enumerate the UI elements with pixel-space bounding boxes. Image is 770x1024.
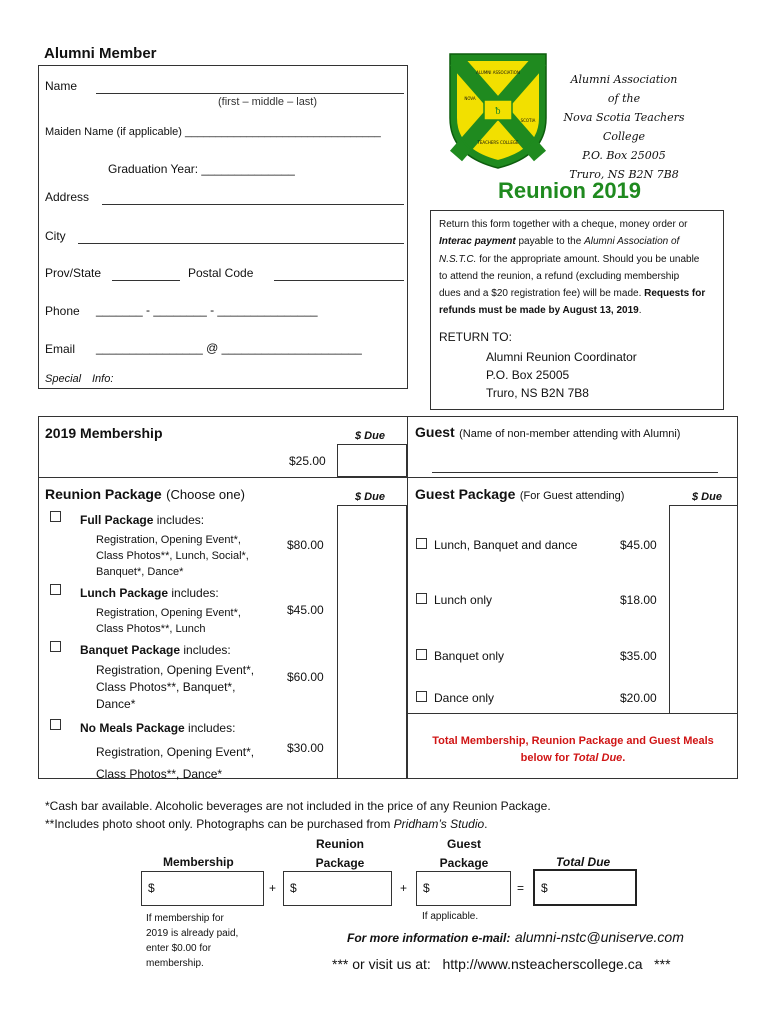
full-package-inc: includes: (153, 513, 205, 527)
banquet-package-title: Banquet Package (80, 643, 181, 657)
plus-sign-2: + (400, 881, 408, 895)
guest-option-3-label: Banquet only (434, 649, 505, 663)
total-note-line-1: Total Membership, Reunion Package and Guest Meals (432, 735, 714, 747)
name-hint: (first – middle – last) (218, 96, 318, 108)
assoc-line-3: Nova Scotia Teachers College (563, 111, 685, 143)
guest-package-sub: (For Guest attending) (519, 490, 625, 502)
nomeal-package-checkbox[interactable] (50, 719, 61, 730)
reunion-instructions (439, 216, 721, 320)
lunch-desc-2: Class Photos**, Lunch (96, 623, 206, 635)
address-field[interactable] (102, 204, 404, 205)
total-membership-input[interactable] (141, 871, 264, 906)
city-label: City (45, 229, 66, 243)
banquet-package-checkbox[interactable] (50, 641, 61, 652)
email-label: Email (45, 342, 76, 356)
total-note-period: . (622, 752, 626, 764)
guest-option-1-label: Lunch, Banquet and dance (434, 538, 578, 552)
plus-sign-1: + (269, 881, 277, 895)
guest-option-4-label: Dance only (434, 691, 495, 705)
nomeal-package-price: $30.00 (287, 741, 324, 755)
table-divider (407, 416, 408, 779)
special-label: Special (45, 373, 82, 385)
name-field[interactable] (96, 93, 404, 94)
reunion-package-sub: (Choose one) (166, 487, 245, 502)
total-note-total-due: Total Due (572, 752, 623, 764)
nomeal-package-inc: includes: (184, 721, 236, 735)
total-guest-dollar: $ (423, 881, 430, 895)
full-package-title: Full Package (80, 513, 154, 527)
contact-email-address[interactable]: alumni-nstc@uniserve.com (514, 929, 684, 945)
contact-web-line (332, 956, 671, 972)
banquet-package-label (80, 643, 231, 657)
note-studio: Pridham’s Studio (393, 817, 485, 831)
prov-label: Prov/State (45, 266, 102, 280)
city-field[interactable] (78, 243, 404, 244)
guest-due-label: $ Due (692, 491, 722, 503)
instr-line-3 (439, 251, 721, 268)
banquet-package-price: $60.00 (287, 670, 324, 684)
prov-field[interactable] (112, 280, 180, 281)
instr-payable: payable to the (515, 236, 585, 248)
guest-option-2-label: Lunch only (434, 593, 493, 607)
guest-option-2-price: $18.00 (620, 593, 657, 607)
full-desc-2: Class Photos**, Lunch, Social*, (96, 550, 249, 562)
banquet-desc-1: Registration, Opening Event*, (96, 663, 255, 677)
full-desc-3: Banquet*, Dance* (96, 566, 184, 578)
lunch-package-price: $45.00 (287, 603, 324, 617)
guest-package-title: Guest Package (415, 486, 516, 502)
total-due-dollar: $ (541, 881, 548, 895)
totals-reunion-h2: Package (315, 856, 365, 870)
contact-web-suffix: *** (654, 956, 671, 972)
phone-label: Phone (45, 304, 80, 318)
guest-name-field[interactable] (432, 472, 718, 473)
mem-note-1: If membership for (146, 913, 224, 924)
guest-option-4-price: $20.00 (620, 691, 657, 705)
guest-subtitle: (Name of non-member attending with Alumni) (459, 428, 681, 440)
instr-dues: dues and a $20 registration fee) will be made. (439, 288, 645, 300)
lunch-package-checkbox[interactable] (50, 584, 61, 595)
membership-paid-note (146, 911, 238, 971)
logo-right-text: SCOTIA (520, 118, 536, 123)
full-package-price: $80.00 (287, 538, 324, 552)
total-guest-input[interactable] (416, 871, 511, 906)
email-field[interactable]: ________________ @ _____________________ (96, 341, 362, 355)
instr-line-5 (439, 285, 721, 302)
guest-due-column[interactable] (669, 505, 738, 714)
lunch-package-title: Lunch Package (80, 586, 169, 600)
guest-option-1-price: $45.00 (620, 538, 657, 552)
alumni-member-title: Alumni Member (44, 45, 157, 62)
full-package-checkbox[interactable] (50, 511, 61, 522)
assoc-line-2: of the (607, 92, 641, 105)
totals-guest-h2: Package (439, 856, 489, 870)
total-note-line-2 (408, 750, 738, 767)
guest-option-2-checkbox[interactable] (416, 593, 427, 604)
lunch-package-inc: includes: (168, 586, 219, 600)
membership-price: $25.00 (289, 454, 326, 468)
logo-top-text: ALUMNI ASSOCIATION (476, 70, 520, 75)
if-applicable-note: If applicable. (422, 911, 479, 922)
assoc-line-5: Truro, NS B2N 7B8 (569, 168, 679, 181)
note-photos-text: **Includes photo shoot only. Photographs can be purchased from (45, 817, 394, 831)
postal-code-field[interactable] (274, 280, 404, 281)
membership-due-label: $ Due (355, 430, 385, 442)
total-due-input[interactable] (533, 869, 637, 906)
note-photos (45, 817, 488, 831)
assoc-line-1: Alumni Association (570, 73, 678, 86)
svg-text:ᵬ: ᵬ (495, 106, 501, 117)
return-addr-2: P.O. Box 25005 (486, 368, 570, 382)
contact-email-line (347, 929, 684, 947)
instr-line-4: to attend the reunion, a refund (excluding membership (439, 270, 680, 282)
nomeal-package-title: No Meals Package (80, 721, 185, 735)
logo-left-text: NOVA (464, 96, 476, 101)
instr-requests: Requests for (644, 288, 706, 300)
college-logo (446, 48, 550, 170)
return-addr-1: Alumni Reunion Coordinator (486, 350, 637, 364)
totals-total-due-header: Total Due (556, 855, 611, 869)
phone-field[interactable]: _______ - ________ - _______________ (96, 303, 318, 317)
totals-reunion-header (300, 835, 380, 873)
total-note-below: below for (520, 752, 573, 764)
nomeal-desc-1: Registration, Opening Event*, (96, 745, 255, 759)
total-reunion-input[interactable] (283, 871, 392, 906)
guest-package-heading (415, 486, 624, 504)
logo-bottom-text: TEACHERS COLLEGE (477, 140, 519, 145)
membership-bottom-rule (38, 477, 408, 478)
reunion-due-label: $ Due (355, 491, 385, 503)
totals-guest-h1: Guest (446, 837, 481, 851)
maiden-name-label[interactable]: Maiden Name (if applicable) ________________________________ (45, 126, 381, 138)
nomeal-package-desc (96, 741, 254, 785)
mem-note-4: membership. (146, 958, 204, 969)
reunion-due-column[interactable] (337, 505, 407, 779)
guest-title: Guest (415, 424, 455, 440)
postal-code-label: Postal Code (188, 266, 254, 280)
association-address (556, 70, 692, 184)
return-address (486, 348, 637, 402)
instr-period: . (638, 305, 642, 317)
nomeal-package-label (80, 721, 235, 735)
contact-email-label: For more information e-mail: (347, 931, 511, 945)
instr-amount: for the appropriate amount. Should you be unable (476, 253, 700, 265)
guest-option-3-checkbox[interactable] (416, 649, 427, 660)
full-package-desc (96, 532, 249, 580)
total-membership-dollar: $ (148, 881, 155, 895)
equals-sign: = (517, 881, 525, 895)
reunion-package-heading (45, 486, 245, 504)
guest-option-4-checkbox[interactable] (416, 691, 427, 702)
assoc-line-4: P.O. Box 25005 (582, 149, 666, 162)
lunch-package-desc (96, 605, 241, 637)
return-addr-3: Truro, NS B2N 7B8 (486, 386, 589, 400)
banquet-desc-2: Class Photos**, Banquet*, (96, 680, 236, 694)
full-package-label (80, 513, 204, 527)
name-label: Name (45, 79, 78, 93)
total-reunion-dollar: $ (290, 881, 297, 895)
contact-website-link[interactable]: http://www.nsteacherscollege.ca (442, 956, 643, 972)
guest-option-1-checkbox[interactable] (416, 538, 427, 549)
nomeal-desc-2: Class Photos**, Dance* (96, 767, 223, 781)
graduation-year-label[interactable]: Graduation Year: ______________ (108, 162, 295, 176)
totals-guest-header (424, 835, 504, 873)
instr-nstc: N.S.T.C. (439, 253, 477, 265)
mem-note-2: 2019 is already paid, (146, 928, 239, 939)
info-label: Info: (92, 373, 114, 385)
banquet-desc-3: Dance* (96, 697, 136, 711)
reunion-title: Reunion 2019 (498, 178, 642, 203)
membership-due-input[interactable] (337, 444, 407, 477)
guest-heading (415, 424, 680, 442)
guest-total-note (408, 733, 738, 767)
guest-bottom-rule (407, 477, 738, 478)
note-cash-bar: *Cash bar available. Alcoholic beverages are not included in the price of any Reunion Package. (45, 799, 551, 813)
lunch-package-label (80, 586, 219, 600)
instr-line-1: Return this form together with a cheque, money order or (439, 219, 688, 230)
instr-line-6 (439, 302, 721, 319)
note-photos-period: . (484, 817, 488, 831)
totals-reunion-h1: Reunion (316, 837, 364, 851)
lunch-desc-1: Registration, Opening Event*, (96, 607, 241, 619)
college-crest-icon (446, 48, 550, 170)
instr-assoc: Alumni Association of (584, 236, 680, 248)
membership-title: 2019 Membership (45, 425, 163, 441)
instr-interac: Interac payment (439, 236, 516, 248)
full-desc-1: Registration, Opening Event*, (96, 534, 241, 546)
guest-option-3-price: $35.00 (620, 649, 657, 663)
instr-deadline: refunds must be made by August 13, 2019 (439, 305, 639, 317)
address-label: Address (45, 190, 90, 204)
reunion-package-title: Reunion Package (45, 486, 162, 502)
return-to-label: RETURN TO: (439, 330, 512, 344)
contact-web-prefix: *** or visit us at: (332, 956, 431, 972)
banquet-package-inc: includes: (180, 643, 231, 657)
mem-note-3: enter $0.00 for (146, 943, 212, 954)
banquet-package-desc (96, 662, 254, 713)
instr-line-2 (439, 233, 721, 250)
totals-membership-header: Membership (163, 855, 234, 869)
